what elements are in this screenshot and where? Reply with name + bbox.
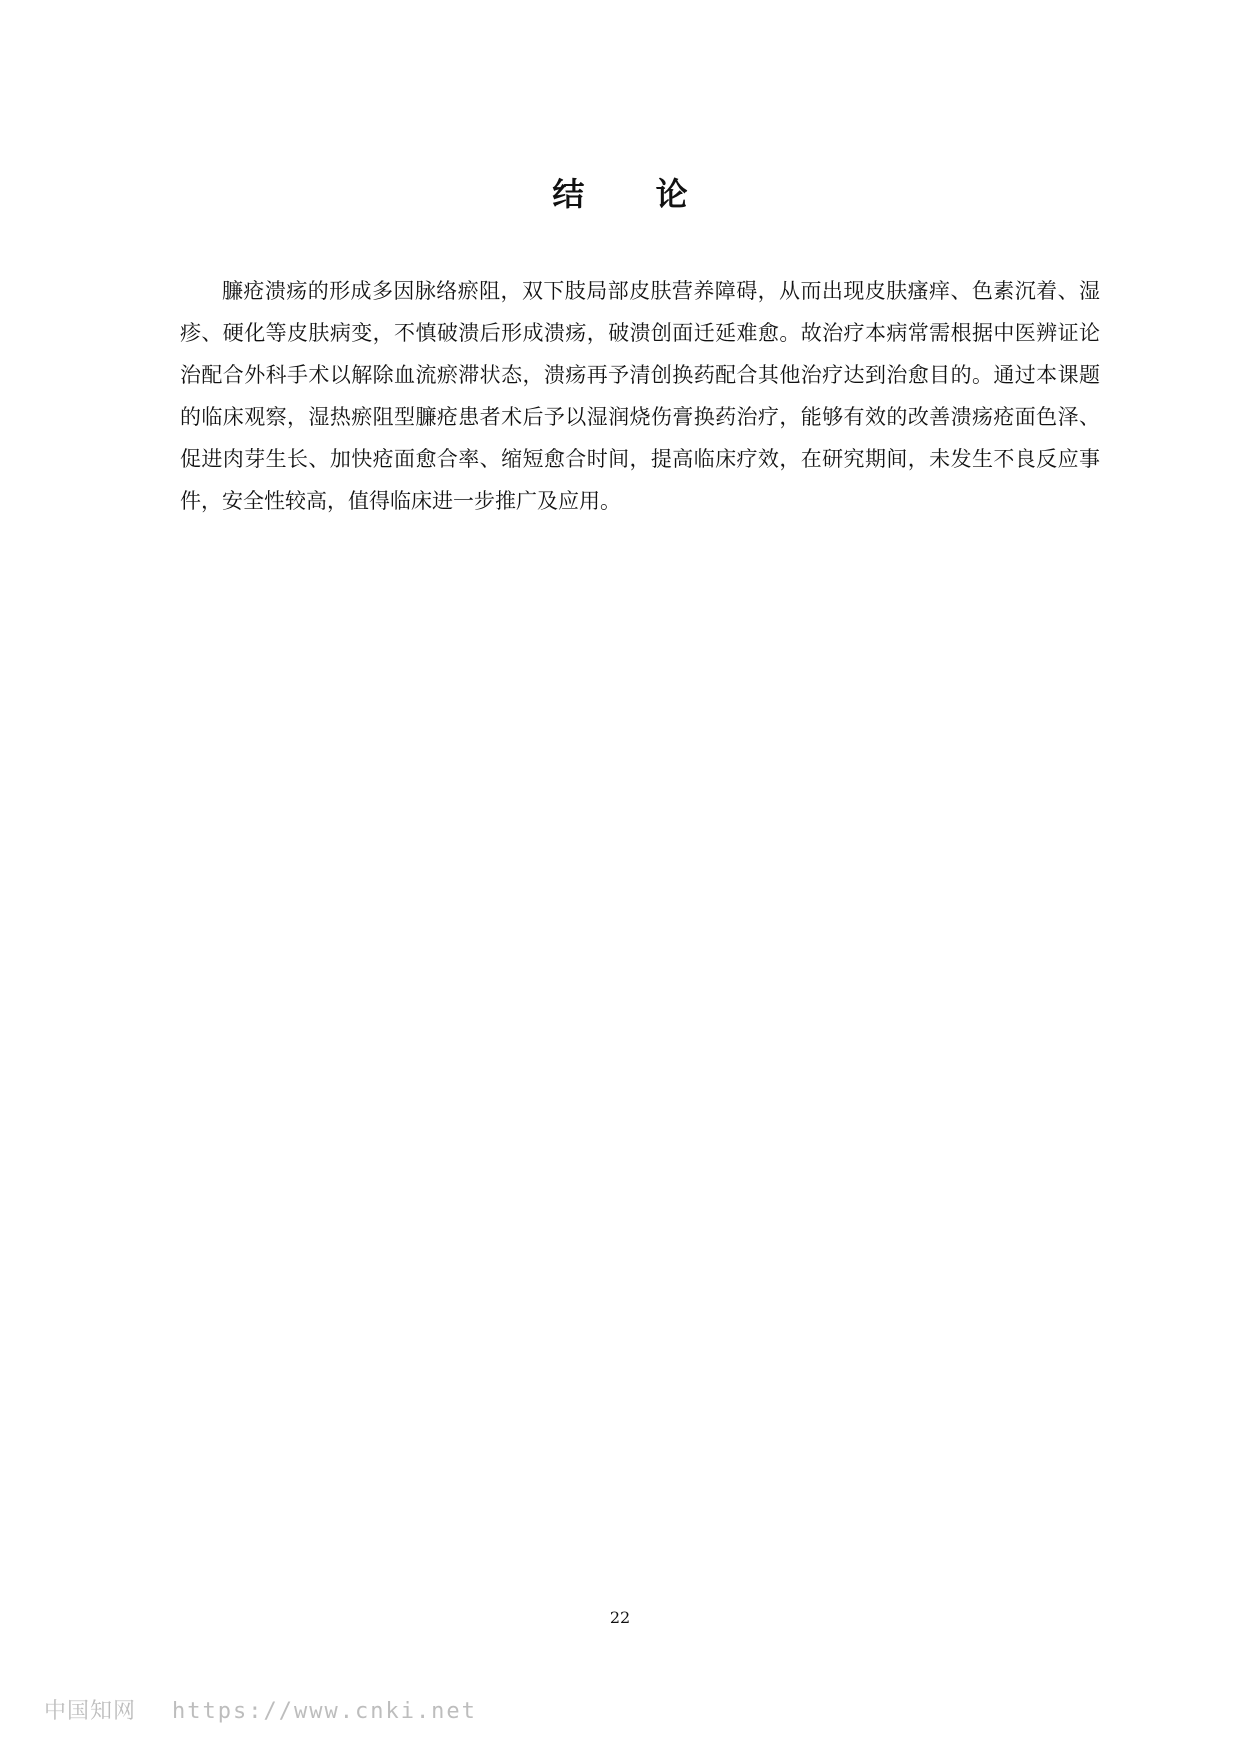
cnki-watermark xyxy=(44,1697,477,1727)
body-paragraph: 臁疮溃疡的形成多因脉络瘀阻，双下肢局部皮肤营养障碍，从而出现皮肤瘙痒、色素沉着、湿疹、硬化等皮肤病变，不慎破溃后形成溃疡，破溃创面迁延难愈。故治疗本病常需根据中医辨证论治配合外科手术以解除血流瘀滞状态，溃疡再予清创换药配合其他治疗达到治愈目的。通过本课题的临床观察，湿热瘀阻型臁疮患者术后予以湿润烧伤膏换药治疗，能够有效的改善溃疡疮面色泽、促进肉芽生长、加快疮面愈合率、缩短愈合时间，提高临床疗效，在研究期间，未发生不良反应事件，安全性较高，值得临床进一步推广及应用。 xyxy=(180,279,1100,513)
page-number: 22 xyxy=(609,1608,631,1627)
section-title: 结 论 xyxy=(552,175,718,213)
watermark-site-name: 中国知网 xyxy=(44,1699,137,1724)
watermark-url: https://www.cnki.net xyxy=(172,1699,477,1724)
